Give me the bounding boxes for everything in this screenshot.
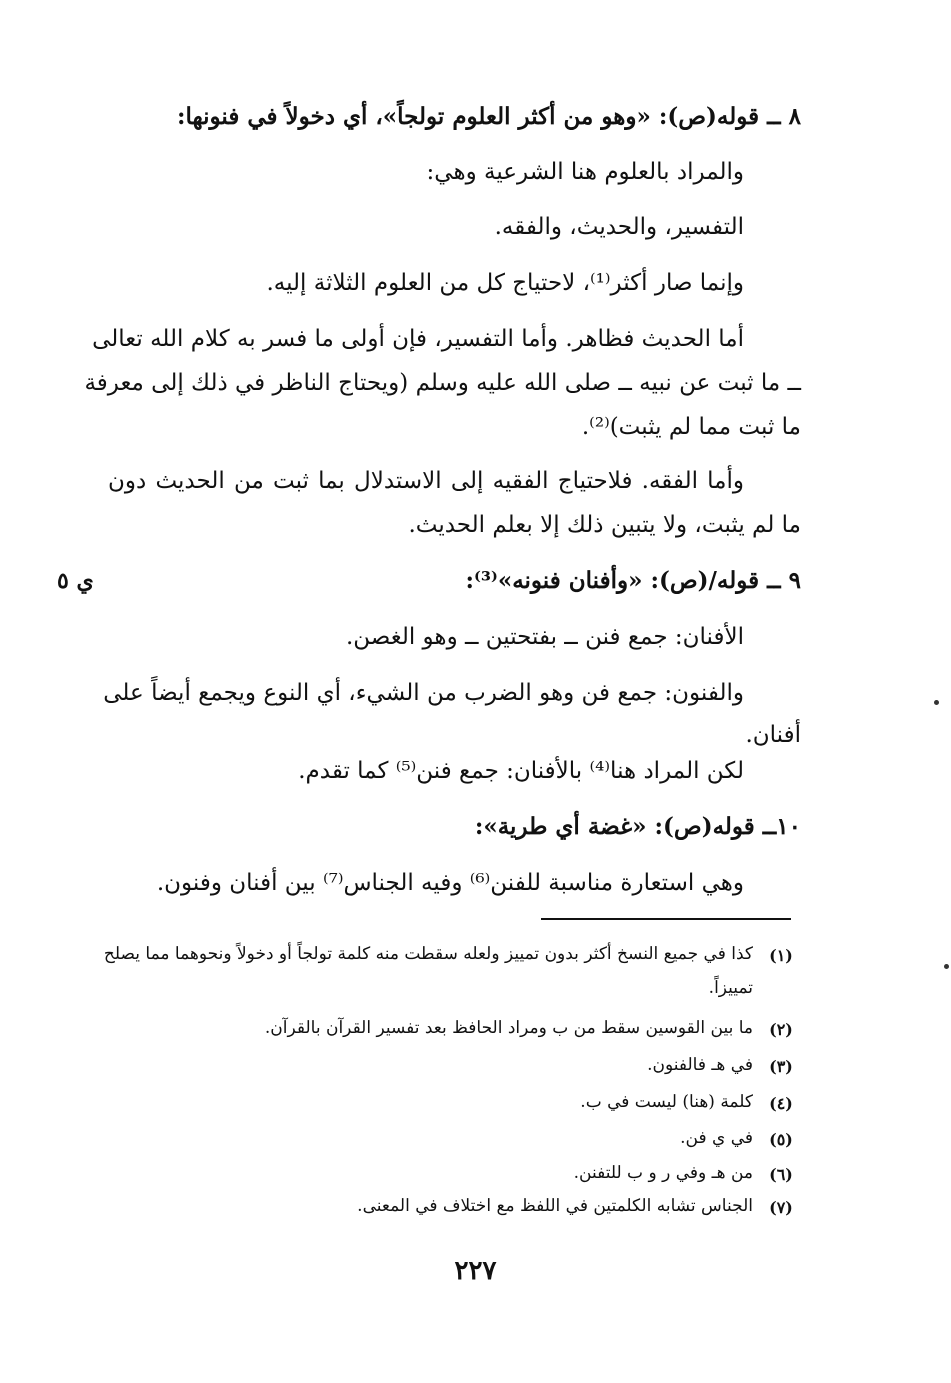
body-line: وأما الفقه. فلاحتياج الفقيه إلى الاستدلال بما ثبت من الحديث دون: [108, 468, 745, 494]
footnote-separator: [541, 918, 791, 920]
page-number: ٢٢٧: [454, 1256, 497, 1286]
footnote-text: الجناس تشابه الكلمتين في اللفظ مع اختلاف في المعنى.: [357, 1196, 753, 1216]
footnote-text: كلمة (هنا) ليست في ب.: [580, 1092, 753, 1112]
footnote-text: ما بين القوسين سقط من ب ومراد الحافظ بعد تفسير القرآن بالقرآن.: [264, 1018, 753, 1038]
footnote-text: في هـ فالفنون.: [647, 1055, 753, 1075]
footnote-number: (٧): [769, 1198, 793, 1217]
body-line: وهي استعارة مناسبة للفنن⁽⁶⁾ وفيه الجناس⁽⁷⁾ بين أفنان وفنون.: [156, 870, 744, 896]
footnote-number: (٢): [769, 1020, 793, 1039]
body-line: وإنما صار أكثر⁽¹⁾، لاحتياج كل من العلوم الثلاثة إليه.: [266, 270, 744, 296]
footnote-number: (٦): [769, 1165, 793, 1184]
footnote-number: (١): [769, 946, 793, 965]
body-line: الأفنان: جمع فنن ــ بفتحتين ــ وهو الغصن.: [345, 624, 744, 650]
section-10-heading: ١٠ــ قوله(ص): «غضة أي طرية»:: [474, 813, 801, 840]
body-line: لكن المراد هنا⁽⁴⁾ بالأفنان: جمع فنن⁽⁵⁾ كما تقدم.: [298, 758, 744, 784]
body-line: والفنون: جمع فن وهو الضرب من الشيء، أي النوع ويجمع أيضاً على: [103, 680, 744, 706]
body-line: ما لم يثبت، ولا يتبين ذلك إلا بعلم الحديث.: [408, 512, 801, 538]
body-line: ما ثبت مما لم يثبت)⁽²⁾.: [581, 414, 801, 440]
scan-speck: [934, 700, 939, 705]
body-line: ــ ما ثبت عن نبيه ــ صلى الله عليه وسلم (ويحتاج الناظر في ذلك إلى معرفة: [84, 370, 801, 396]
footnote-number: (٥): [769, 1130, 793, 1149]
footnote-text: كذا في جميع النسخ أكثر بدون تمييز ولعله سقطت منه كلمة تولجاً أو دخولاً ونحوهما مما يصلح: [103, 944, 753, 964]
footnote-text-continued: تمييزاً.: [708, 978, 753, 998]
margin-note: ي ٥: [57, 568, 94, 594]
body-line: التفسير، والحديث، والفقه.: [494, 214, 744, 240]
section-8-heading: ٨ ــ قوله(ص): «وهو من أكثر العلوم تولجاً»، أي دخولاً في فنونها:: [177, 103, 801, 130]
footnote-text: من هـ وفي ر و ب للتفنن.: [573, 1163, 753, 1183]
scan-speck: [944, 964, 949, 969]
section-9-heading: ٩ ــ قوله/(ص): «وأفنان فنونه»⁽³⁾:: [465, 567, 801, 594]
footnote-number: (٣): [769, 1057, 793, 1076]
body-line: والمراد بالعلوم هنا الشرعية وهي:: [426, 159, 744, 185]
footnote-number: (٤): [769, 1094, 793, 1113]
footnote-text: في ي فن.: [680, 1128, 753, 1148]
body-line: أفنان.: [745, 722, 801, 748]
body-line: أما الحديث فظاهر. وأما التفسير، فإن أولى ما فسر به كلام الله تعالى: [92, 326, 744, 352]
